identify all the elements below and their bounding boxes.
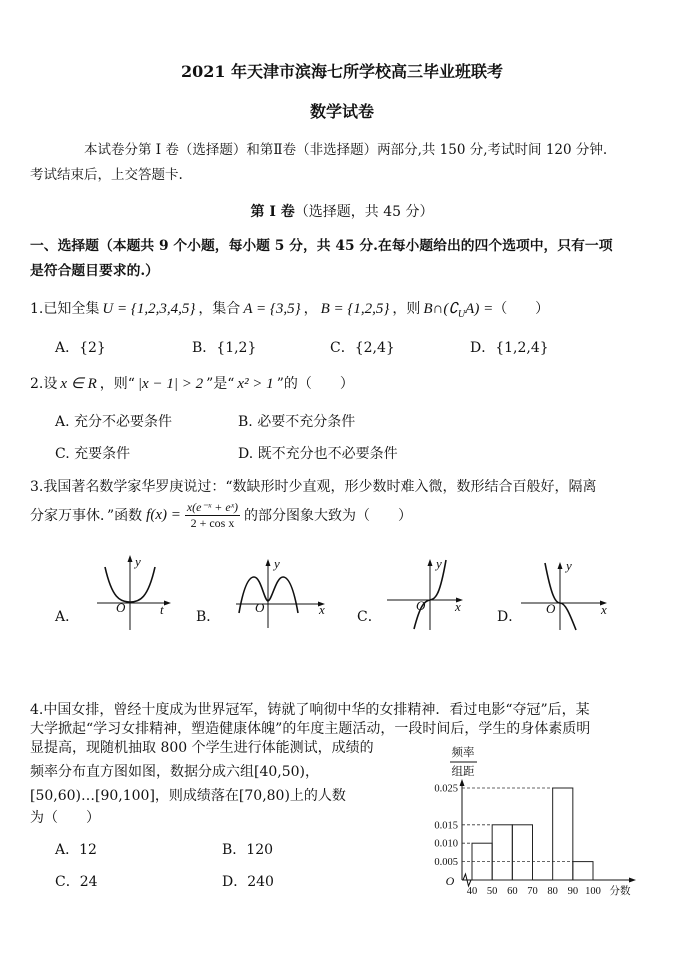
x-axis-label: 分数 bbox=[609, 886, 631, 897]
q1-expression-pre: B∩(∁ bbox=[423, 301, 458, 317]
q2-text: ”的（ ） bbox=[276, 376, 354, 392]
graph-b-x-label: x bbox=[319, 602, 325, 617]
graph-d bbox=[521, 558, 607, 630]
x-tick-label: 80 bbox=[547, 886, 558, 897]
graph-d-y-arrow bbox=[558, 562, 563, 569]
q4-line-2: 大学掀起“学习女排精神，塑造健康体魄”的年度主题活动，一段时间后，学生的身体素质明 bbox=[30, 721, 591, 737]
graph-b-y-arrow bbox=[266, 559, 271, 566]
q4-option-b: B．120 bbox=[222, 842, 274, 858]
q1-option-b: B．{1,2} bbox=[192, 340, 257, 356]
part-heading bbox=[0, 203, 684, 221]
y-tick-label: 0.015 bbox=[434, 820, 458, 832]
intro-line-1: 本试卷分第 I 卷（选择题）和第Ⅱ卷（非选择题）两部分,共 150 分,考试时间 120 分钟. bbox=[84, 142, 608, 158]
q1-universal-set: U = {1,2,3,4,5} bbox=[102, 301, 196, 317]
y-axis-label-bottom: 组距 bbox=[451, 766, 475, 778]
graph-d-origin-label: O bbox=[546, 601, 556, 616]
q2-domain: x ∈ R bbox=[60, 376, 97, 392]
q4-line-1: 4.中国女排，曾经十度成为世界冠军，铸就了响彻中华的女排精神．看过电影“夺冠”后，某 bbox=[30, 702, 590, 718]
q3-function-name: f(x) = bbox=[146, 506, 181, 523]
q1-text: ，集合 bbox=[198, 301, 241, 317]
x-tick-label: 100 bbox=[585, 886, 601, 897]
question-1 bbox=[30, 300, 549, 324]
part-note: （选择题，共 45 分） bbox=[294, 204, 434, 220]
q3-function-graphs bbox=[80, 550, 640, 635]
q1-expression-subscript: U bbox=[457, 309, 466, 320]
q4-option-c: C．24 bbox=[55, 874, 98, 890]
section-heading-line-1: 一、选择题（本题共 9 个小题，每小题 5 分，共 45 分.在每小题给出的四个选项中，只有一项 bbox=[30, 238, 613, 254]
q2-option-b: B. 必要不充分条件 bbox=[238, 414, 356, 430]
exam-title: 2021 年天津市滨海七所学校高三毕业班联考 bbox=[180, 62, 504, 81]
q2-text: ”是“ bbox=[206, 376, 235, 392]
graph-a-x-label: t bbox=[160, 602, 164, 617]
q3-fraction-numerator: x(e⁻ˣ + eˣ) bbox=[186, 499, 239, 514]
question-2 bbox=[30, 375, 354, 393]
intro-line-2: 考试结束后，上交答题卡. bbox=[30, 167, 183, 183]
y-tick-label: 0.005 bbox=[434, 857, 458, 869]
q4-line-4: 频率分布直方图如图，数据分成六组[40,50)， bbox=[30, 764, 320, 780]
q1-text: ， bbox=[303, 301, 318, 317]
x-tick-label: 60 bbox=[507, 886, 518, 897]
frequency-histogram bbox=[410, 738, 650, 900]
graph-a-y-label: y bbox=[135, 554, 141, 569]
x-tick-label: 50 bbox=[486, 886, 498, 897]
q3-line-2 bbox=[30, 496, 412, 534]
section-heading-line-2: 是符合题目要求的.） bbox=[30, 263, 159, 279]
graph-c-y-label: y bbox=[436, 556, 442, 571]
q3-option-c: C． bbox=[357, 609, 382, 625]
q1-expression-post: A) = bbox=[465, 301, 494, 317]
q4-line-6: 为（ ） bbox=[30, 810, 100, 826]
q3-text: 的部分图象大致为（ ） bbox=[244, 508, 413, 524]
q3-option-b: B． bbox=[196, 609, 221, 625]
q4-line-5: [50,60)…[90,100]，则成绩落在[70,80)上的人数 bbox=[30, 788, 346, 804]
histogram-bar bbox=[573, 862, 593, 880]
exam-subtitle: 数学试卷 bbox=[309, 102, 374, 121]
graph-b-origin-label: O bbox=[255, 600, 265, 615]
graph-c bbox=[387, 556, 463, 630]
q1-expression bbox=[423, 301, 494, 320]
q1-option-a: A．{2} bbox=[55, 340, 106, 356]
q2-text: 2.设 bbox=[30, 376, 58, 392]
graph-a bbox=[97, 554, 171, 630]
q2-condition-2: x² > 1 bbox=[237, 376, 274, 392]
graph-d-x-label: x bbox=[601, 602, 607, 617]
q2-condition-1: |x − 1| > 2 bbox=[137, 376, 204, 392]
histogram-x-arrow bbox=[629, 878, 636, 883]
q1-set-a: A = {3,5} bbox=[243, 301, 301, 317]
graph-a-x-arrow bbox=[164, 601, 171, 606]
graph-d-y-label: y bbox=[566, 558, 572, 573]
graph-c-y-arrow bbox=[428, 559, 433, 566]
y-tick-label: 0.010 bbox=[434, 838, 458, 850]
y-axis-label-top: 频率 bbox=[451, 747, 475, 759]
q3-line-1: 3.我国著名数学家华罗庚说过：“数缺形时少直观，形少数时难入微，数形结合百般好，隔离 bbox=[30, 479, 597, 495]
q2-text: ，则“ bbox=[99, 376, 135, 392]
q3-option-a: A． bbox=[55, 609, 80, 625]
part-label: 第 I 卷 bbox=[250, 204, 295, 220]
y-tick-label: 0.025 bbox=[434, 783, 458, 795]
q2-option-a: A. 充分不必要条件 bbox=[55, 414, 173, 430]
q3-fraction bbox=[185, 500, 240, 531]
histogram-origin-label: O bbox=[445, 874, 455, 888]
x-tick-label: 70 bbox=[527, 886, 538, 897]
histogram-bar bbox=[492, 825, 512, 880]
x-tick-label: 40 bbox=[466, 886, 478, 897]
q1-option-d: D．{1,2,4} bbox=[470, 340, 549, 356]
q1-answer-blank: （ ） bbox=[493, 301, 550, 317]
q3-text: 分家万事休．”函数 bbox=[30, 508, 143, 524]
histogram-y-arrow bbox=[460, 779, 465, 786]
q4-option-d: D．240 bbox=[222, 874, 274, 890]
q1-text: 1.已知全集 bbox=[30, 301, 100, 317]
histogram-bar bbox=[512, 825, 532, 880]
q2-option-d: D. 既不充分也不必要条件 bbox=[238, 446, 398, 462]
graph-b-y-label: y bbox=[274, 556, 280, 571]
q1-text: ，则 bbox=[392, 301, 421, 317]
q3-option-d: D． bbox=[497, 609, 523, 625]
q1-set-b: B = {1,2,5} bbox=[320, 301, 390, 317]
q3-fraction-denominator: 2 + cos x bbox=[190, 515, 235, 530]
q4-option-a: A．12 bbox=[55, 842, 97, 858]
graph-c-x-label: x bbox=[455, 599, 461, 614]
graph-a-y-arrow bbox=[128, 555, 133, 562]
x-tick-label: 90 bbox=[567, 886, 579, 897]
q1-option-c: C．{2,4} bbox=[330, 340, 395, 356]
graph-c-origin-label: O bbox=[416, 598, 426, 613]
graph-a-origin-label: O bbox=[116, 600, 126, 615]
q4-line-3: 显提高，现随机抽取 800 个学生进行体能测试，成绩的 bbox=[30, 740, 374, 756]
graph-b bbox=[236, 556, 325, 628]
histogram-bar bbox=[553, 788, 573, 880]
q2-option-c: C. 充要条件 bbox=[55, 446, 131, 462]
